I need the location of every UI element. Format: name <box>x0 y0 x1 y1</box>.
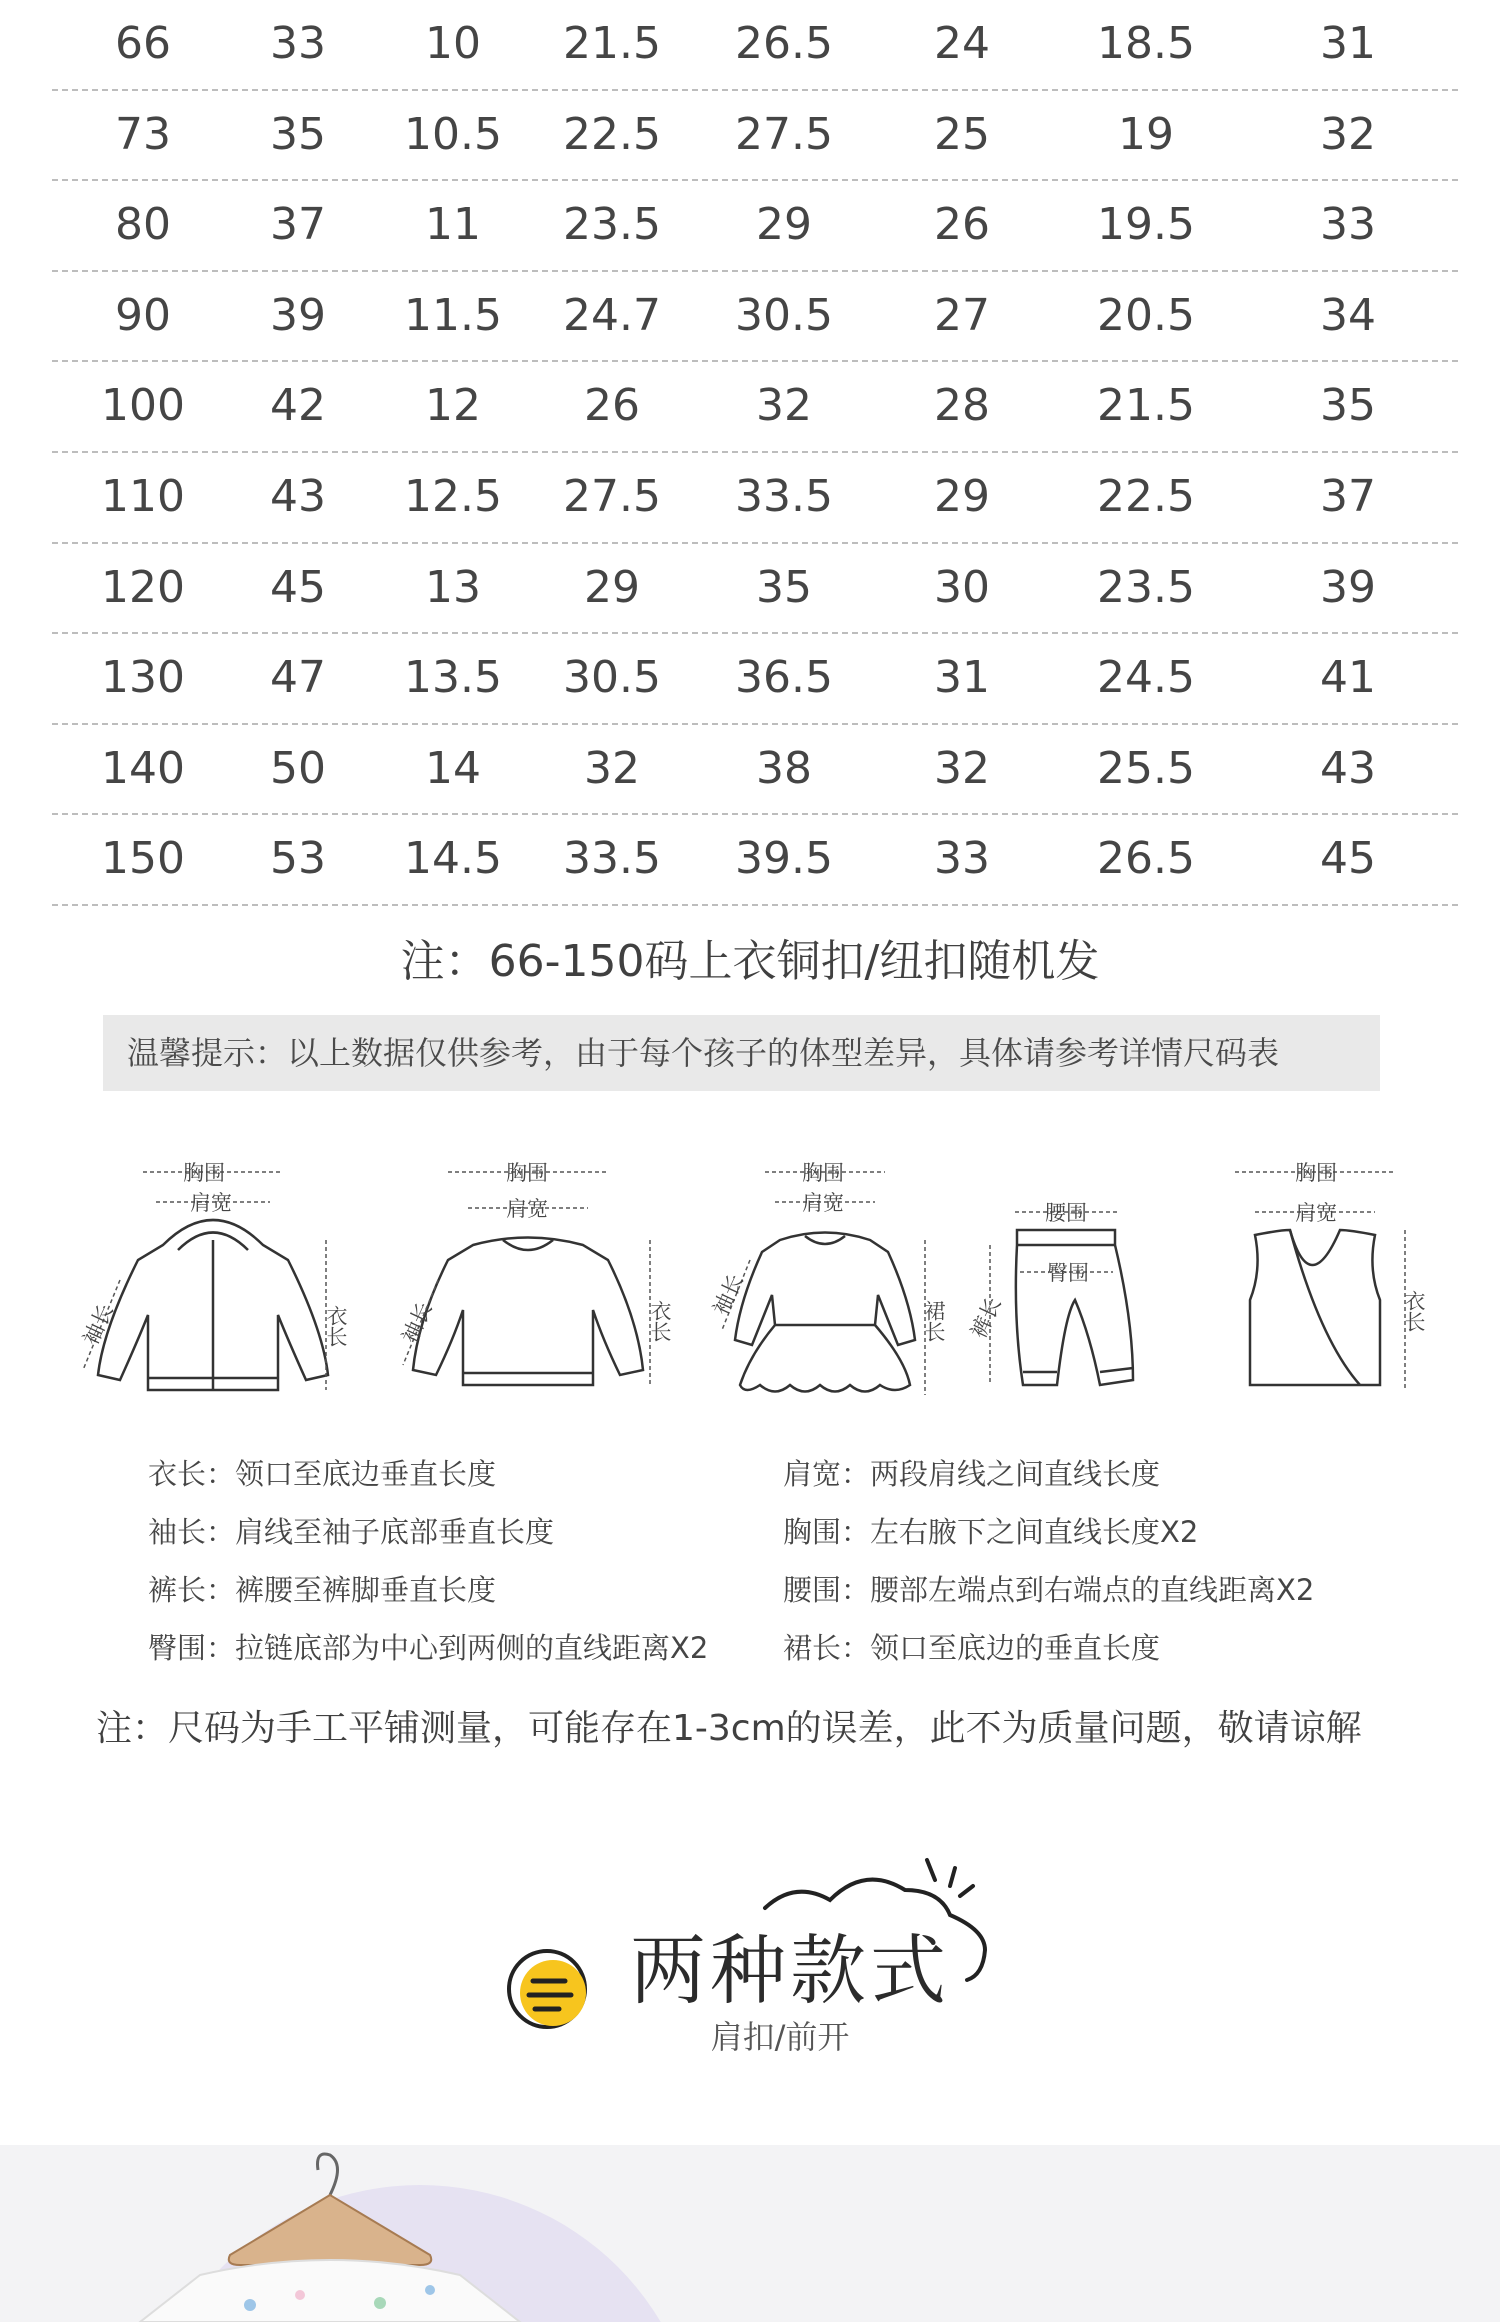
product-photo <box>0 2145 1500 2322</box>
sweater-diagram <box>388 1140 672 1410</box>
table-row <box>52 0 1458 91</box>
table-cell: 27.5 <box>563 470 661 522</box>
table-cell: 29 <box>584 561 640 613</box>
table-cell: 53 <box>270 833 326 885</box>
table-cell: 66 <box>115 18 171 69</box>
dress-length-label: 裙长 <box>922 1300 946 1342</box>
table-cell: 21.5 <box>563 18 661 69</box>
def-waist: 腰围：腰部左端点到右端点的直线距离X2 <box>783 1573 1315 1607</box>
table-cell: 45 <box>270 561 326 613</box>
table-cell: 35 <box>756 561 812 613</box>
table-cell: 26 <box>584 380 640 432</box>
table-cell: 12 <box>425 380 481 432</box>
table-row <box>52 725 1458 816</box>
sweater-shoulder-label: 肩宽 <box>506 1197 548 1221</box>
jacket-shoulder-label: 肩宽 <box>190 1191 232 1215</box>
table-cell: 33 <box>934 833 990 885</box>
table-cell: 30.5 <box>563 652 661 704</box>
table-cell: 35 <box>270 108 326 160</box>
def-skirt-length: 裙长：领口至底边的垂直长度 <box>783 1631 1161 1665</box>
table-row <box>52 634 1458 725</box>
measure-note: 注：尺码为手工平铺测量，可能存在1-3cm的误差，此不为质量问题，敬请谅解 <box>96 1708 1362 1749</box>
table-cell: 24 <box>934 18 990 69</box>
table-cell: 32 <box>934 742 990 794</box>
jacket-illustration <box>78 1140 348 1410</box>
table-cell: 32 <box>584 742 640 794</box>
vest-length-label: 衣长 <box>1402 1290 1426 1332</box>
table-cell: 22.5 <box>563 108 661 160</box>
def-hip: 臀围：拉链底部为中心到两侧的直线距离X2 <box>148 1631 709 1665</box>
buttons-note: 注：66-150码上衣铜扣/纽扣随机发 <box>400 936 1100 987</box>
table-cell: 11 <box>425 199 481 251</box>
table-cell: 50 <box>270 742 326 794</box>
table-cell: 24.7 <box>563 289 661 341</box>
table-cell: 23.5 <box>1097 561 1195 613</box>
table-cell: 29 <box>756 199 812 251</box>
table-cell: 18.5 <box>1097 18 1195 69</box>
table-cell: 30.5 <box>735 289 833 341</box>
table-cell: 30 <box>934 561 990 613</box>
table-cell: 39.5 <box>735 833 833 885</box>
dress-illustration <box>708 1140 946 1410</box>
table-cell: 26.5 <box>735 18 833 69</box>
hanger-garment-illustration <box>0 2145 1500 2322</box>
pants-diagram <box>965 1140 1155 1410</box>
table-cell: 38 <box>756 742 812 794</box>
table-cell: 37 <box>1320 470 1376 522</box>
table-cell: 19 <box>1118 108 1174 160</box>
table-cell: 31 <box>1320 18 1376 69</box>
table-cell: 23.5 <box>563 199 661 251</box>
table-cell: 26 <box>934 199 990 251</box>
table-cell: 34 <box>1320 289 1376 341</box>
vest-chest-label: 胸围 <box>1295 1161 1337 1185</box>
table-cell: 14.5 <box>404 833 502 885</box>
table-cell: 39 <box>1320 561 1376 613</box>
table-row <box>52 181 1458 272</box>
table-cell: 37 <box>270 199 326 251</box>
dress-shoulder-label: 肩宽 <box>802 1191 844 1215</box>
table-cell: 12.5 <box>404 470 502 522</box>
table-cell: 26.5 <box>1097 833 1195 885</box>
table-cell: 150 <box>101 833 185 885</box>
size-table <box>52 0 1458 906</box>
table-cell: 25 <box>934 108 990 160</box>
table-cell: 36.5 <box>735 652 833 704</box>
vest-illustration <box>1200 1140 1430 1410</box>
table-cell: 45 <box>1320 833 1376 885</box>
table-cell: 35 <box>1320 380 1376 432</box>
pants-length-label: 裤长 <box>966 1293 1006 1342</box>
table-cell: 10.5 <box>404 108 502 160</box>
sweater-chest-label: 胸围 <box>506 1161 548 1185</box>
table-row <box>52 544 1458 635</box>
pants-illustration <box>965 1140 1155 1410</box>
table-cell: 39 <box>270 289 326 341</box>
dress-chest-label: 胸围 <box>802 1161 844 1185</box>
table-cell: 32 <box>1320 108 1376 160</box>
vest-diagram <box>1200 1140 1430 1410</box>
pants-hip-label: 臀围 <box>1047 1261 1089 1285</box>
table-cell: 28 <box>934 380 990 432</box>
table-cell: 41 <box>1320 652 1376 704</box>
table-cell: 33 <box>1320 199 1376 251</box>
table-cell: 73 <box>115 108 171 160</box>
table-cell: 19.5 <box>1097 199 1195 251</box>
sweater-illustration <box>388 1140 672 1410</box>
table-cell: 33.5 <box>735 470 833 522</box>
table-cell: 32 <box>756 380 812 432</box>
table-cell: 24.5 <box>1097 652 1195 704</box>
table-cell: 90 <box>115 289 171 341</box>
table-cell: 27.5 <box>735 108 833 160</box>
table-cell: 29 <box>934 470 990 522</box>
jacket-diagram <box>78 1140 348 1410</box>
table-row <box>52 362 1458 453</box>
def-pants-length: 裤长：裤腰至裤脚垂直长度 <box>148 1573 497 1607</box>
table-cell: 100 <box>101 380 185 432</box>
def-shoulder: 肩宽：两段肩线之间直线长度 <box>783 1457 1161 1491</box>
table-cell: 120 <box>101 561 185 613</box>
def-clothes-length: 衣长：领口至底边垂直长度 <box>148 1457 497 1491</box>
table-cell: 47 <box>270 652 326 704</box>
table-cell: 43 <box>1320 742 1376 794</box>
table-cell: 33.5 <box>563 833 661 885</box>
table-cell: 130 <box>101 652 185 704</box>
table-cell: 25.5 <box>1097 742 1195 794</box>
table-cell: 31 <box>934 652 990 704</box>
def-chest: 胸围：左右腋下之间直线长度X2 <box>783 1515 1199 1549</box>
table-cell: 11.5 <box>404 289 502 341</box>
def-sleeve-length: 袖长：肩线至袖子底部垂直长度 <box>148 1515 555 1549</box>
table-row <box>52 453 1458 544</box>
table-cell: 140 <box>101 742 185 794</box>
jacket-sleeve-label: 袖长 <box>78 1300 119 1349</box>
table-cell: 20.5 <box>1097 289 1195 341</box>
table-cell: 33 <box>270 18 326 69</box>
vest-shoulder-label: 肩宽 <box>1295 1201 1337 1225</box>
pants-waist-label: 腰围 <box>1045 1201 1087 1225</box>
tip-bar: 温馨提示：以上数据仅供参考，由于每个孩子的体型差异，具体请参考详情尺码表 <box>103 1015 1380 1091</box>
table-cell: 27 <box>934 289 990 341</box>
jacket-chest-label: 胸围 <box>183 1161 225 1185</box>
table-cell: 13 <box>425 561 481 613</box>
table-cell: 21.5 <box>1097 380 1195 432</box>
table-cell: 14 <box>425 742 481 794</box>
table-cell: 43 <box>270 470 326 522</box>
sweater-length-label: 衣长 <box>648 1300 672 1342</box>
sweater-sleeve-label: 袖长 <box>397 1298 437 1347</box>
dress-diagram <box>708 1140 946 1410</box>
table-cell: 13.5 <box>404 652 502 704</box>
table-cell: 42 <box>270 380 326 432</box>
table-row <box>52 272 1458 363</box>
table-row <box>52 91 1458 182</box>
jacket-length-label: 衣长 <box>324 1305 348 1347</box>
table-row <box>52 815 1458 906</box>
styles-title: 两种款式 <box>630 1926 950 2015</box>
styles-subtitle: 肩扣/前开 <box>710 2018 850 2056</box>
table-cell: 110 <box>101 470 185 522</box>
table-cell: 22.5 <box>1097 470 1195 522</box>
dress-sleeve-label: 袖长 <box>708 1270 749 1319</box>
table-cell: 80 <box>115 199 171 251</box>
table-cell: 10 <box>425 18 481 69</box>
